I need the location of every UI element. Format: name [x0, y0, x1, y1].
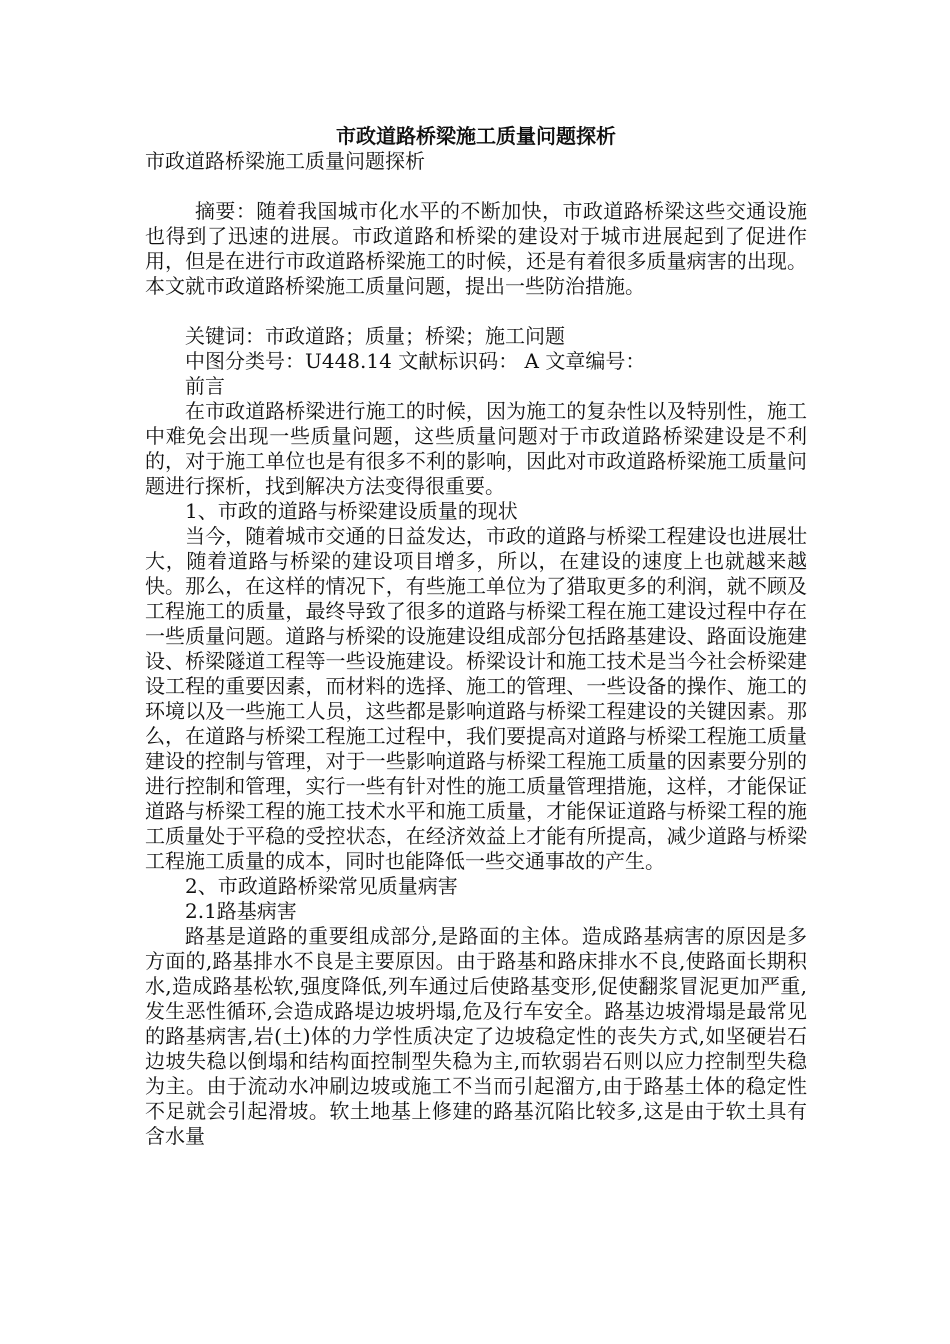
section-2-heading: 2、市政道路桥梁常见质量病害: [185, 874, 458, 898]
section-1-heading: 1、市政的道路与桥梁建设质量的现状: [185, 499, 518, 523]
section-2-1-paragraph: 路基是道路的重要组成部分,是路面的主体。造成路基病害的原因是多方面的,路基排水不良是主要原因。由于路基和路床排水不良,使路面长期积水,造成路基松软,强度降低,列车通过后使路基变形,促使翻浆冒泥更加严重,发生恶性循环,会造成路堤边坡坍塌,危及行车安全。路基边坡滑塌是最常见的路基病害,岩(土)体的力学性质决定了边坡稳定性的丧失方式,如坚硬岩石边坡失稳以倒塌和结构面控制型失稳为主,而软弱岩石则以应力控制型失稳为主。由于流动水冲刷边坡或施工不当而引起溜方,由于路基土体的稳定性不足就会引起滑坡。软土地基上修建的路基沉陷比较多,这是由于软土具有含水量: [145, 924, 807, 1148]
spacer: [145, 174, 807, 199]
document-subtitle: 市政道路桥梁施工质量问题探析: [145, 149, 425, 173]
section-2-1-heading: 2.1路基病害: [185, 899, 297, 923]
spacer: [145, 299, 807, 324]
keywords-line: 关键词：市政道路；质量；桥梁；施工问题: [185, 324, 565, 348]
document-title: 市政道路桥梁施工质量问题探析: [336, 124, 616, 148]
preface-paragraph: 在市政道路桥梁进行施工的时候，因为施工的复杂性以及特别性，施工中难免会出现一些质量问题，这些质量问题对于市政道路桥梁建设是不利的，对于施工单位也是有很多不利的影响，因此对市政道路桥梁施工质量问题进行探析，找到解决方法变得很重要。: [145, 399, 807, 498]
abstract-paragraph: 摘要：随着我国城市化水平的不断加快，市政道路桥梁这些交通设施也得到了迅速的进展。市政道路和桥梁的建设对于城市进展起到了促进作用，但是在进行市政道路桥梁施工的时候，还是有着很多质量病害的出现。本文就市政道路桥梁施工质量问题，提出一些防治措施。: [145, 199, 807, 298]
preface-heading: 前言: [185, 374, 225, 398]
section-1-paragraph: 当今，随着城市交通的日益发达，市政的道路与桥梁工程建设也进展壮大，随着道路与桥梁的建设项目增多，所以，在建设的速度上也就越来越快。那么，在这样的情况下，有些施工单位为了猎取更多的利润，就不顾及工程施工的质量，最终导致了很多的道路与桥梁工程在施工建设过程中存在一些质量问题。道路与桥梁的设施建设组成部分包括路基建设、路面设施建设、桥梁隧道工程等一些设施建设。桥梁设计和施工技术是当今社会桥梁建设工程的重要因素，而材料的选择、施工的管理、一些设备的操作、施工的环境以及一些施工人员，这些都是影响道路与桥梁工程建设的关键因素。那么，在道路与桥梁工程施工过程中，我们要提高对道路与桥梁工程施工质量建设的控制与管理，对于一些影响道路与桥梁工程施工质量的因素要分别的进行控制和管理，实行一些有针对性的施工质量管理措施，这样，才能保证道路与桥梁工程的施工技术水平和施工质量，才能保证道路与桥梁工程的施工质量处于平稳的受控状态，在经济效益上才能有所提高，减少道路与桥梁工程施工质量的成本，同时也能降低一些交通事故的产生。: [145, 524, 807, 873]
document-page: [145, 124, 807, 1149]
classification-line: 中图分类号：U448.14 文献标识码： A 文章编号：: [185, 349, 646, 373]
